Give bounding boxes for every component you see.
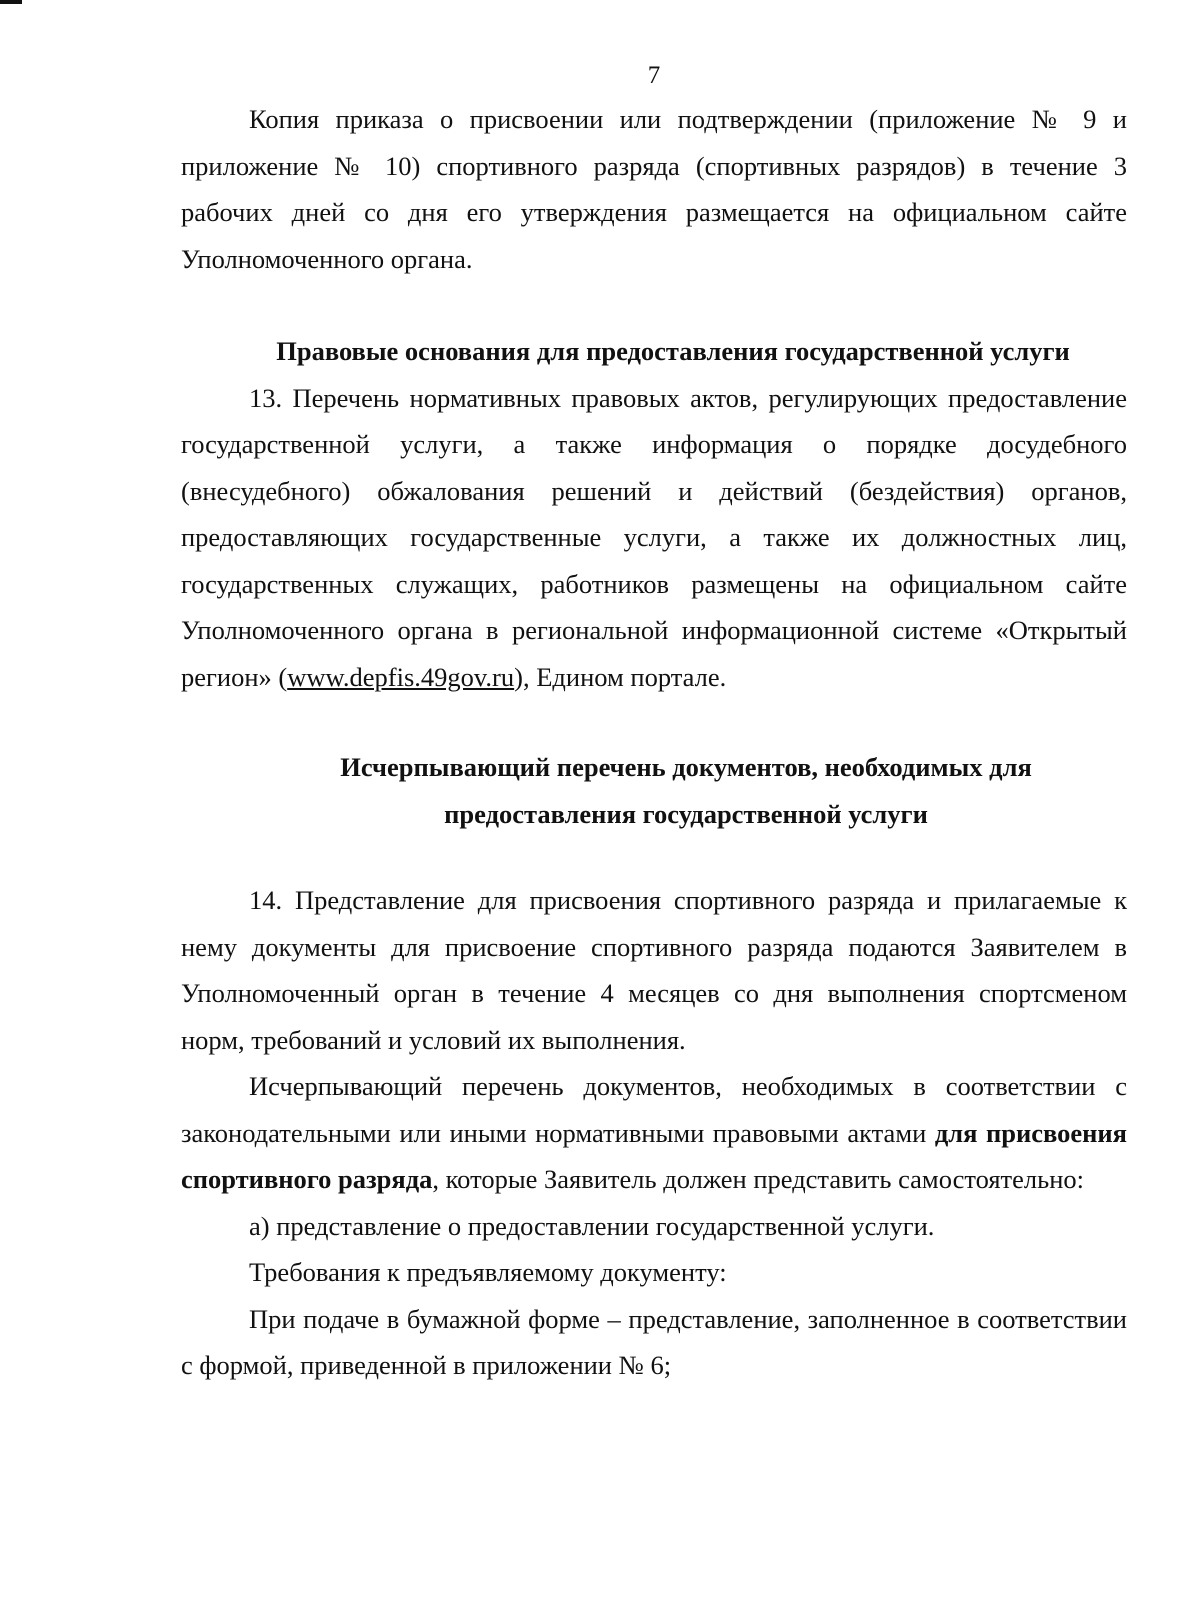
paragraph-13-text-end: ), Едином портале. [514,661,727,692]
paragraph-14-submission: 14. Представление для присвоения спортивного разряда и прилагаемые к нему документы для присвоение спортивного разряда подаются Заявителем в Уполномоченный орган в течение 4 месяцев со дня выполнения спортсменом норм, требований и условий их выполнения. [181,885,1127,1055]
section-heading-documents-line-2: предоставления государственной услуги [444,798,928,829]
document-page [181,60,1127,1389]
paragraph-13-legal-acts [181,375,1127,701]
paragraph-order-copy: Копия приказа о присвоении или подтверждении (приложение № 9 и приложение № 10) спортивного разряда (спортивных разрядов) в течение 3 рабочих дней со дня его утверждения размещается на официальном сайте Уполномоченного органа. [181,104,1127,274]
paragraph-documents-list [181,1063,1127,1203]
section-heading-documents-line-1: Исчерпывающий перечень документов, необходимых для [340,752,1032,782]
section-heading-documents [181,744,1127,837]
paragraph-requirements: Требования к предъявляемому документу: [249,1257,727,1287]
paragraph-documents-text-end: , которые Заявитель должен представить самостоятельно: [432,1164,1084,1194]
page-number: 7 [647,62,661,89]
website-link[interactable]: www.depfis.49gov.ru [287,661,515,692]
paragraph-13-text: 13. Перечень нормативных правовых актов, регулирующих предоставление государственной услуги, а также информация о порядке досудебного (внесудебного) обжалования решений и действий (бездействия) органов, предоставляющих государственные услуги, а также их должностных лиц, государственных служащих, работников размещены на официальном сайте Уполномоченного органа в региональной информационной системе «Открытый регион» ( [181,382,1127,692]
scan-corner-mark [0,0,22,4]
paragraph-documents-text: Исчерпывающий перечень документов, необходимых в соответствии с законодательными или иными нормативными правовыми актами [181,1071,1127,1148]
paragraph-documents-bold: для присвоения спортивного разряда [181,1117,1128,1194]
list-item-a: а) представление о предоставлении государственной услуги. [249,1210,935,1241]
paragraph-paper-form: При подаче в бумажной форме – представление, заполненное в соответствии с формой, приведенной в приложении № 6; [181,1303,1127,1380]
section-heading-legal-basis: Правовые основания для предоставления государственной услуги [276,336,1070,366]
